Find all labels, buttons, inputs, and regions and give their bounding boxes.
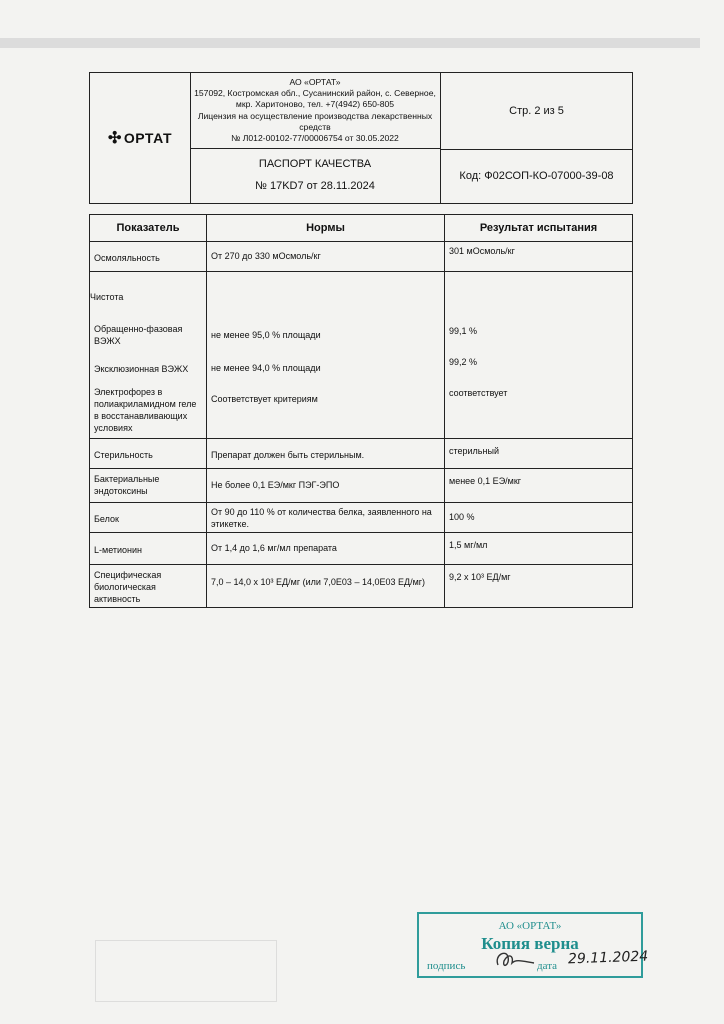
norm-cell (207, 272, 445, 439)
license-line2: средств (299, 121, 331, 132)
result-cell: менее 0,1 ЕЭ/мкг (445, 469, 633, 503)
license-number: № Л012-00102-77/00006754 от 30.05.2022 (231, 133, 399, 144)
result-cell: 1,5 мг/мл (445, 533, 633, 565)
sub-result: соответствует (449, 388, 508, 398)
purity-group-label: Чистота (90, 292, 124, 302)
sub-indicator: Электрофорез в полиакриламидном геле в восстанавливающих условиях (94, 387, 197, 433)
doc-code: Код: Ф02СОП-КО-07000-39-08 (459, 170, 614, 182)
result-cell: стерильный (445, 439, 633, 469)
stamp-signature-label: подпись (427, 960, 466, 972)
bleed-through-box (95, 940, 277, 1002)
scan-top-band (0, 38, 700, 48)
handwritten-date: 29.11.2024 (567, 948, 649, 968)
table-row (90, 242, 633, 272)
indicator-cell: L-метионин (90, 533, 207, 565)
indicator-cell: Белок (90, 503, 207, 533)
stamp-org: АО «ОРТАТ» (498, 920, 562, 932)
norm-cell: Препарат должен быть стерильным. (207, 439, 445, 469)
result-cell: 100 % (445, 503, 633, 533)
company-info (190, 73, 441, 149)
handwritten-signature-icon (490, 945, 540, 975)
doc-number: № 17KD7 от 28.11.2024 (255, 180, 375, 192)
norm-cell: От 90 до 110 % от количества белка, заявленного на этикетке. (207, 503, 445, 533)
sub-norm: не менее 95,0 % площади (211, 330, 321, 340)
norm-cell: От 1,4 до 1,6 мг/мл препарата (207, 533, 445, 565)
company-address-line2: мкр. Харитоново, тел. +7(4942) 650-805 (235, 99, 395, 110)
table-row (90, 565, 633, 608)
norm-cell: 7,0 – 14,0 х 10³ ЕД/мг (или 7,0E03 – 14,0E03 ЕД/мг) (207, 565, 445, 608)
indicator-cell: Бактериальные эндотоксины (90, 469, 207, 503)
col-header-indicator: Показатель (90, 215, 207, 242)
sub-indicator: Эксклюзионная ВЭЖХ (94, 364, 189, 374)
col-header-result: Результат испытания (445, 215, 633, 242)
document-header (89, 72, 633, 204)
table-row-purity (90, 272, 633, 439)
table-row (90, 439, 633, 469)
result-cell: 301 мОсмоль/кг (445, 242, 633, 272)
table-row (90, 533, 633, 565)
sub-norm: Соответствует критериям (211, 394, 318, 404)
indicator-cell: Специфическая биологическая активность (90, 565, 207, 608)
ortat-logo-icon: ✣ (107, 130, 122, 147)
table-row (90, 469, 633, 503)
result-cell (445, 272, 633, 439)
sub-norm: не менее 94,0 % площади (211, 363, 321, 373)
norm-cell: Не более 0,1 ЕЭ/мкг ПЭГ-ЭПО (207, 469, 445, 503)
stamp-title: Копия верна (481, 934, 579, 953)
col-header-norms: Нормы (207, 215, 445, 242)
result-cell: 9,2 х 10³ ЕД/мг (445, 565, 633, 608)
passport-title-block (190, 149, 441, 203)
license-line1: Лицензия на осуществление производства лекарственных (197, 110, 433, 121)
indicator-cell: Стерильность (90, 439, 207, 469)
company-logo (90, 73, 191, 203)
stamp-date-label: дата (537, 960, 558, 972)
sub-result: 99,2 % (449, 357, 478, 367)
norm-cell: От 270 до 330 мОсмоль/кг (207, 242, 445, 272)
table-header-row (90, 215, 633, 242)
company-address-line1: 157092, Костромская обл., Сусанинский район, с. Северное, (194, 88, 436, 99)
company-name: АО «ОРТАТ» (289, 77, 341, 87)
quality-table (89, 214, 633, 608)
doc-title: ПАСПОРТ КАЧЕСТВА (258, 158, 372, 170)
sub-result: 99,1 % (449, 326, 478, 336)
sub-indicator: Обращенно-фазовая ВЭЖХ (94, 324, 183, 346)
page-number: Стр. 2 из 5 (441, 73, 632, 150)
logo-text: ОРТАТ (123, 130, 173, 146)
indicator-cell: Осмоляльность (90, 242, 207, 272)
table-row (90, 503, 633, 533)
indicator-cell (90, 272, 207, 439)
